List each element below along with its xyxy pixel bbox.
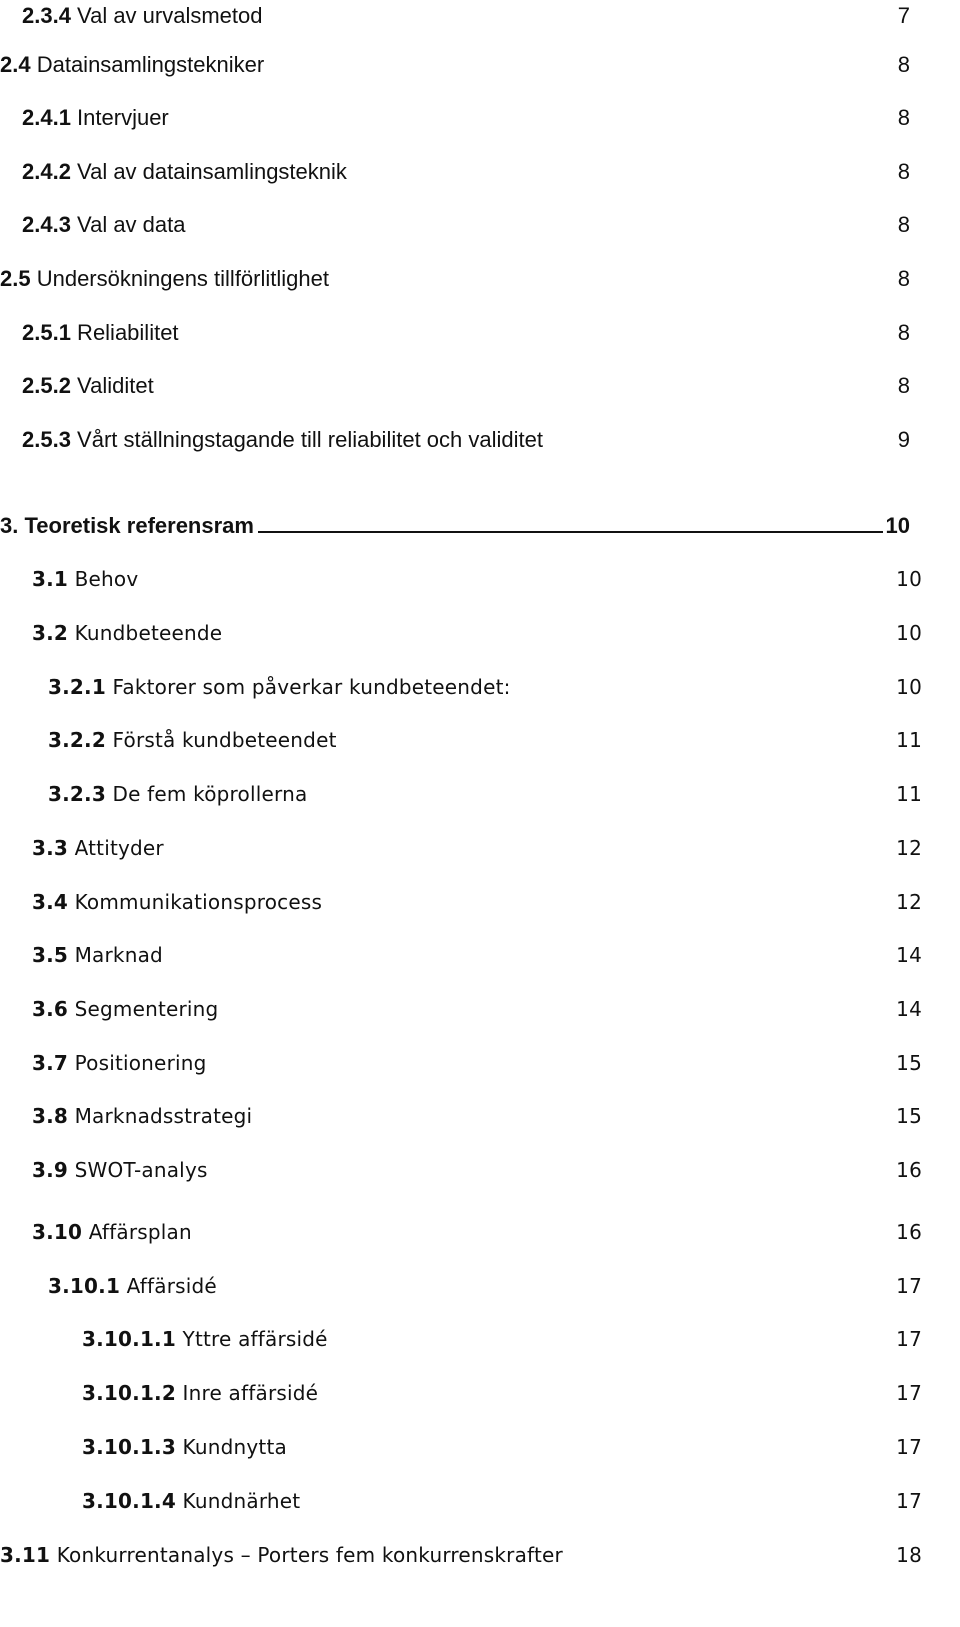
- toc-entry-text: [32, 832, 164, 864]
- toc-entry-page: 9: [897, 427, 910, 452]
- toc-entry-page: 7: [897, 3, 910, 28]
- toc-entry-number: 3.5: [32, 943, 69, 967]
- toc-entry-number: 3.11: [0, 1543, 51, 1567]
- toc-entry-number: 3.10.1.4: [82, 1489, 176, 1513]
- toc-entry[interactable]: [0, 1377, 960, 1409]
- toc-entry-number: 3.6: [32, 997, 69, 1021]
- toc-entry-title: Förstå kundbeteendet: [105, 728, 337, 752]
- toc-entry-page: 17: [896, 1327, 922, 1351]
- toc-entry-text: [32, 1216, 192, 1248]
- toc-entry-number: 3.10.1: [48, 1274, 121, 1298]
- toc-entry-number: 3.10: [32, 1220, 83, 1244]
- toc-entry-page: 12: [896, 836, 922, 860]
- toc-entry-text: [48, 724, 337, 756]
- toc-entry-text: [48, 1270, 217, 1302]
- toc-entry-page: 17: [896, 1489, 922, 1513]
- toc-entry-page: 14: [896, 943, 922, 967]
- toc-entry[interactable]: [0, 156, 960, 188]
- toc-entry-number: 2.4.3: [22, 212, 71, 237]
- toc-entry[interactable]: [0, 1485, 960, 1517]
- toc-entry-text: [22, 209, 186, 241]
- toc-entry-number: 3.7: [32, 1051, 69, 1075]
- toc-entry-title: Inre affärsidé: [175, 1381, 319, 1405]
- toc-entry-page: 10: [896, 621, 922, 645]
- toc-entry-text: [0, 1539, 563, 1571]
- toc-entry-title: Val av data: [70, 212, 186, 237]
- toc-entry-title: Kundbeteende: [68, 621, 223, 645]
- toc-entry-text: [32, 563, 138, 595]
- toc-entry-page: 8: [897, 212, 910, 237]
- toc-entry-number: 3.: [0, 513, 19, 538]
- toc-entry-number: 3.3: [32, 836, 69, 860]
- toc-entry-text: [82, 1323, 328, 1355]
- toc-entry-title: Kommunikationsprocess: [68, 890, 323, 914]
- toc-entry-title: Intervjuer: [70, 105, 169, 130]
- toc-entry[interactable]: [0, 49, 960, 81]
- toc-entry-text: [32, 886, 322, 918]
- toc-entry-page: 18: [896, 1543, 922, 1567]
- toc-entry-title: Val av datainsamlingsteknik: [70, 159, 347, 184]
- toc-entry-text: [32, 939, 163, 971]
- toc-entry-title: Teoretisk referensram: [18, 513, 254, 538]
- toc-entry-title: Val av urvalsmetod: [70, 3, 263, 28]
- toc-entry[interactable]: [0, 1323, 960, 1355]
- toc-entry-number: 2.3.4: [22, 3, 71, 28]
- toc-entry-page: 10: [896, 675, 922, 699]
- toc-entry-number: 3.10.1.3: [82, 1435, 176, 1459]
- toc-entry-text: [48, 671, 511, 703]
- toc-entry[interactable]: [0, 1431, 960, 1463]
- toc-entry-title: Validitet: [70, 373, 154, 398]
- toc-entry-number: 2.5.3: [22, 427, 71, 452]
- toc-entry-text: [32, 1154, 208, 1186]
- toc-entry-title: Attityder: [68, 836, 164, 860]
- toc-entry-page: 15: [896, 1104, 922, 1128]
- toc-entry[interactable]: [0, 724, 960, 756]
- toc-entry-title: Yttre affärsidé: [175, 1327, 328, 1351]
- toc-entry-title: Kundnytta: [175, 1435, 287, 1459]
- toc-entry-title: Affärsplan: [82, 1220, 192, 1244]
- toc-entry[interactable]: [0, 209, 960, 241]
- toc-entry-page: 8: [897, 320, 910, 345]
- toc-entry[interactable]: [0, 370, 960, 402]
- toc-entry-title: Kundnärhet: [175, 1489, 301, 1513]
- toc-entry-number: 2.4.1: [22, 105, 71, 130]
- toc-entry-page: 8: [897, 159, 910, 184]
- toc-entry[interactable]: [0, 510, 960, 542]
- toc-entry-page: 11: [896, 728, 922, 752]
- toc-entry[interactable]: [0, 1539, 960, 1571]
- toc-entry-number: 2.4.2: [22, 159, 71, 184]
- toc-entry-page: 8: [897, 373, 910, 398]
- toc-entry-page: 8: [897, 105, 910, 130]
- toc-entry-page: 12: [896, 890, 922, 914]
- toc-entry-text: [82, 1377, 318, 1409]
- toc-entry-text: [0, 49, 264, 81]
- toc-entry-number: 3.8: [32, 1104, 69, 1128]
- toc-leader-line: [258, 531, 883, 533]
- toc-entry-number: 3.10.1.1: [82, 1327, 176, 1351]
- toc-entry-number: 2.5.1: [22, 320, 71, 345]
- toc-entry-number: 3.2: [32, 621, 69, 645]
- toc-entry-text: [82, 1485, 300, 1517]
- toc-entry-title: Vårt ställningstagande till reliabilitet och validitet: [70, 427, 543, 452]
- toc-entry-number: 3.2.3: [48, 782, 106, 806]
- toc-entry[interactable]: [0, 102, 960, 134]
- toc-entry-title: Positionering: [68, 1051, 207, 1075]
- toc-entry-number: 3.9: [32, 1158, 69, 1182]
- toc-entry-page: 11: [896, 782, 922, 806]
- toc-entry[interactable]: [0, 1270, 960, 1302]
- toc-entry-page: 8: [897, 266, 910, 291]
- toc-entry-title: Marknadsstrategi: [68, 1104, 253, 1128]
- toc-entry-number: 3.10.1.2: [82, 1381, 176, 1405]
- toc-entry[interactable]: [0, 317, 960, 349]
- toc-entry-text: [22, 0, 263, 32]
- toc-entry-title: SWOT-analys: [68, 1158, 208, 1182]
- toc-entry-number: 3.2.1: [48, 675, 106, 699]
- toc-entry-title: Reliabilitet: [70, 320, 179, 345]
- toc-entry-page: 17: [896, 1381, 922, 1405]
- toc-entry-title: De fem köprollerna: [105, 782, 308, 806]
- toc-entry-text: [0, 263, 329, 295]
- toc-entry[interactable]: [0, 832, 960, 864]
- toc-entry-page: 15: [896, 1051, 922, 1075]
- toc-entry-title: Undersökningens tillförlitlighet: [30, 266, 329, 291]
- toc-entry-text: [32, 1100, 252, 1132]
- toc-entry-title: Segmentering: [68, 997, 219, 1021]
- toc-entry[interactable]: [0, 1047, 960, 1079]
- toc-entry[interactable]: [0, 671, 960, 703]
- toc-entry-text: [22, 370, 154, 402]
- toc-entry-text: [0, 510, 254, 542]
- toc-entry-text: [48, 778, 307, 810]
- toc-entry-title: Datainsamlingstekniker: [30, 52, 265, 77]
- toc-entry-number: 2.5: [0, 266, 31, 291]
- toc-entry[interactable]: [0, 993, 960, 1025]
- toc-entry-text: [32, 993, 218, 1025]
- toc-entry-number: 3.4: [32, 890, 69, 914]
- toc-entry-title: Konkurrentanalys – Porters fem konkurrenskrafter: [50, 1543, 563, 1567]
- toc-entry-text: [22, 156, 347, 188]
- toc-entry-text: [22, 317, 179, 349]
- toc-entry[interactable]: [0, 263, 960, 295]
- toc-entry-title: Affärsidé: [120, 1274, 217, 1298]
- toc-entry-text: [22, 102, 169, 134]
- toc-entry[interactable]: [0, 1154, 960, 1186]
- toc-entry-page: 17: [896, 1274, 922, 1298]
- toc-entry[interactable]: [0, 886, 960, 918]
- toc-entry-text: [22, 424, 543, 456]
- toc-entry-page: 8: [897, 52, 910, 77]
- toc-entry[interactable]: [0, 424, 960, 456]
- toc-entry[interactable]: [0, 0, 960, 32]
- toc-entry-title: Faktorer som påverkar kundbeteendet:: [105, 675, 511, 699]
- toc-entry-title: Behov: [68, 567, 139, 591]
- toc-entry-text: [82, 1431, 287, 1463]
- toc-entry[interactable]: [0, 1100, 960, 1132]
- toc-entry-page: 17: [896, 1435, 922, 1459]
- toc-entry-title: Marknad: [68, 943, 163, 967]
- toc-entry-text: [32, 1047, 207, 1079]
- toc-entry-page: 10: [885, 513, 910, 538]
- toc-entry-number: 3.1: [32, 567, 69, 591]
- toc-entry-number: 3.2.2: [48, 728, 106, 752]
- toc-entry[interactable]: [0, 778, 960, 810]
- toc-entry-number: 2.5.2: [22, 373, 71, 398]
- toc-entry-page: 14: [896, 997, 922, 1021]
- toc-entry-text: [32, 617, 222, 649]
- toc-entry[interactable]: [0, 617, 960, 649]
- toc-entry[interactable]: [0, 563, 960, 595]
- toc-entry-page: 16: [896, 1220, 922, 1244]
- toc-entry[interactable]: [0, 1216, 960, 1248]
- toc-entry-page: 16: [896, 1158, 922, 1182]
- toc-entry[interactable]: [0, 939, 960, 971]
- toc-entry-number: 2.4: [0, 52, 31, 77]
- toc-entry-page: 10: [896, 567, 922, 591]
